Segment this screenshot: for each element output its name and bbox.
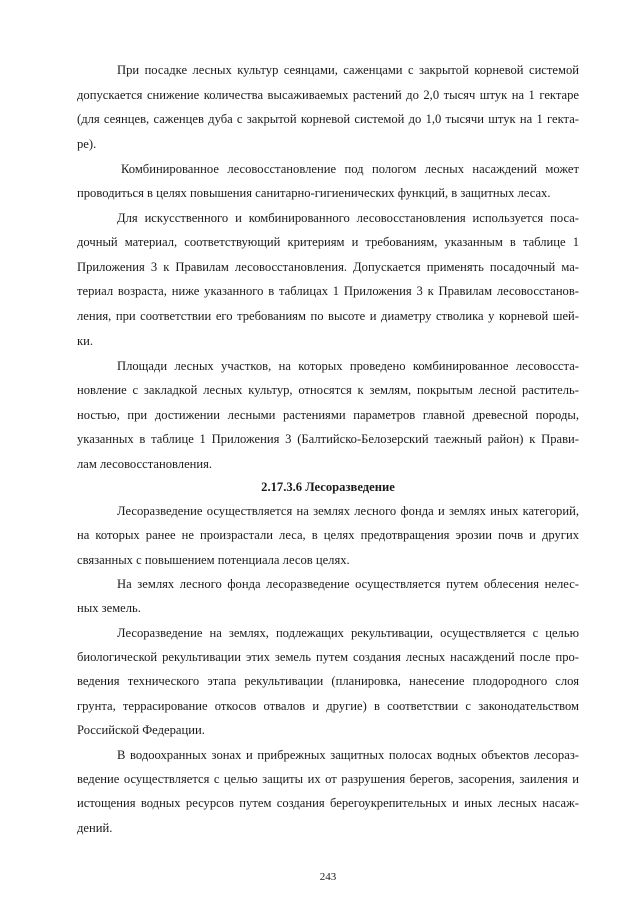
text-line: ления, при соответствии его требованиям по высоте и диаметру стволика у корневой шей- (77, 309, 579, 323)
text-line: ностью, при достижении лесными растениями параметров главной древесной породы, (77, 408, 579, 422)
text-line: дочный материал, соответствующий критериям и требованиям, указанным в таблице 1 (77, 235, 579, 249)
text-line: На землях лесного фонда лесоразведение осуществляется путем облесения нелес- (117, 577, 579, 591)
text-line: проводиться в целях повышения санитарно-гигиенических функций, в защитных лесах. (77, 186, 551, 200)
text-line: Площади лесных участков, на которых проведено комбинированное лесовосста- (117, 359, 579, 373)
text-line: новление с закладкой лесных культур, относятся к землям, покрытым лесной раститель- (77, 383, 579, 397)
text-line: истощения водных ресурсов путем создания берегоукрепительных и иных лесных насаж- (77, 796, 579, 810)
text-line: Комбинированное лесовосстановление под пологом лесных насаждений может (121, 162, 579, 176)
text-line: ных земель. (77, 601, 141, 615)
section-heading: 2.17.3.6 Лесоразведение (261, 480, 395, 494)
text-line: териал возраста, ниже указанного в таблицах 1 Приложения 3 к Правилам лесовосстанов- (77, 284, 579, 298)
text-line: ведение осуществляется с целью защиты их от разрушения берегов, засорения, заиления и (77, 772, 579, 786)
text-line: связанных с повышением потенциала лесов целях. (77, 553, 350, 567)
text-line: ведения технического этапа рекультивации (планировка, нанесение плодородного слоя (77, 674, 579, 688)
text-line: ре). (77, 137, 97, 151)
text-line: ки. (77, 334, 94, 348)
text-line: В водоохранных зонах и прибрежных защитных полосах водных объектов лесораз- (117, 748, 579, 762)
text-line: лам лесовосстановления. (77, 457, 213, 471)
text-line: грунта, террасирование откосов отвалов и другие) в соответствии с законодательством (77, 699, 579, 713)
text-line: Российской Федерации. (77, 723, 205, 737)
text-line: Приложения 3 к Правилам лесовосстановления. Допускается применять посадочный ма- (77, 260, 579, 274)
text-line: допускается снижение количества высаживаемых растений до 2,0 тысяч штук на 1 гектаре (77, 88, 579, 102)
text-line: (для сеянцев, саженцев дуба с закрытой корневой системой до 1,0 тысячи штук на 1 гекта- (77, 112, 579, 126)
text-line: Лесоразведение осуществляется на землях лесного фонда и землях иных категорий, (117, 504, 579, 518)
text-line: дений. (77, 821, 113, 835)
page-number: 243 (319, 871, 337, 883)
text-line: Лесоразведение на землях, подлежащих рекультивации, осуществляется с целью (117, 626, 579, 640)
text-line: Для искусственного и комбинированного лесовосстановления используется поса- (117, 211, 579, 225)
text-line: При посадке лесных культур сеянцами, саженцами с закрытой корневой системой (117, 63, 579, 77)
text-line: указанных в таблице 1 Приложения 3 (Балтийско-Белозерский таежный район) к Прави- (77, 432, 579, 446)
text-line: на которых ранее не произрастали леса, в целях предотвращения эрозии почв и других (77, 528, 579, 542)
text-line: биологической рекультивации этих земель путем создания лесных насаждений после про- (77, 650, 579, 664)
